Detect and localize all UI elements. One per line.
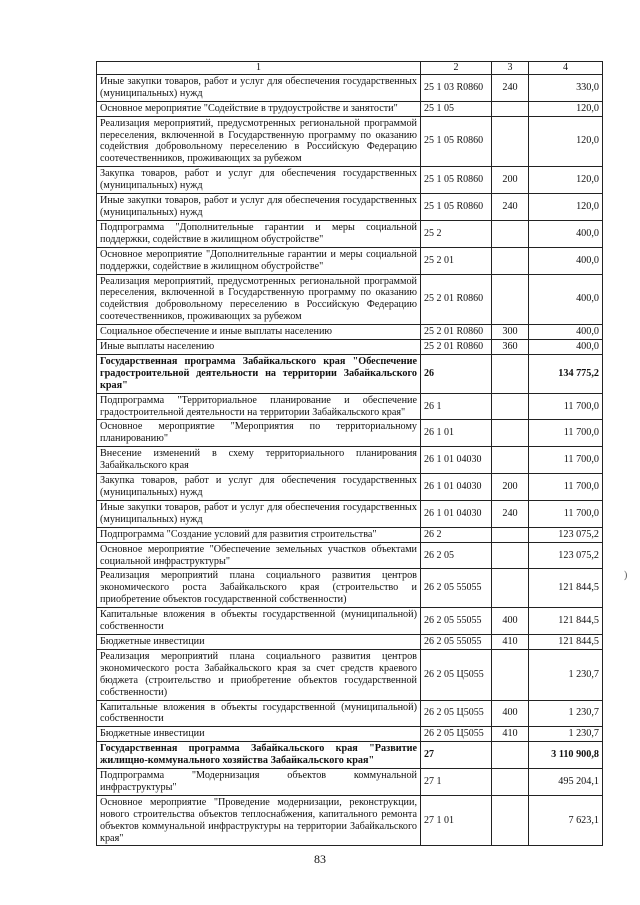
- table-row: [97, 742, 603, 769]
- row-name-cell: Основное мероприятие "Содействие в трудоустройстве и занятости": [97, 101, 421, 116]
- row-amount-cell: 1 230,7: [529, 727, 603, 742]
- row-expense-type-cell: [492, 527, 529, 542]
- row-code-cell: 27: [421, 742, 492, 769]
- row-expense-type-cell: [492, 447, 529, 474]
- row-code-cell: 27 1 01: [421, 795, 492, 846]
- row-amount-cell: 3 110 900,8: [529, 742, 603, 769]
- row-code-cell: 25 2 01 R0860: [421, 340, 492, 355]
- row-name-cell: Государственная программа Забайкальского края "Развитие жилищно-коммунального хозяйства Забайкальского края": [97, 742, 421, 769]
- table-row: [97, 795, 603, 846]
- row-expense-type-cell: 240: [492, 74, 529, 101]
- row-amount-cell: 134 775,2: [529, 354, 603, 393]
- header-col-2: 2: [421, 62, 492, 75]
- row-amount-cell: 400,0: [529, 220, 603, 247]
- row-expense-type-cell: [492, 393, 529, 420]
- row-amount-cell: 11 700,0: [529, 474, 603, 501]
- row-expense-type-cell: [492, 274, 529, 325]
- row-name-cell: Иные закупки товаров, работ и услуг для обеспечения государственных (муниципальных) нужд: [97, 194, 421, 221]
- row-code-cell: 26 2 05: [421, 542, 492, 569]
- row-code-cell: 26 1 01 04030: [421, 474, 492, 501]
- row-name-cell: Бюджетные инвестиции: [97, 634, 421, 649]
- row-expense-type-cell: [492, 247, 529, 274]
- row-amount-cell: 121 844,5: [529, 634, 603, 649]
- table-row: [97, 116, 603, 167]
- row-expense-type-cell: 410: [492, 634, 529, 649]
- row-amount-cell: 120,0: [529, 167, 603, 194]
- row-expense-type-cell: [492, 742, 529, 769]
- header-col-4: 4: [529, 62, 603, 75]
- row-name-cell: Бюджетные инвестиции: [97, 727, 421, 742]
- row-code-cell: 26 2 05 Ц5055: [421, 727, 492, 742]
- table-row: [97, 167, 603, 194]
- row-name-cell: Внесение изменений в схему территориального планирования Забайкальского края: [97, 447, 421, 474]
- row-name-cell: Иные закупки товаров, работ и услуг для обеспечения государственных (муниципальных) нужд: [97, 500, 421, 527]
- row-amount-cell: 120,0: [529, 116, 603, 167]
- row-name-cell: Подпрограмма "Дополнительные гарантии и меры социальной поддержки, содействие в жилищном обустройстве": [97, 220, 421, 247]
- row-name-cell: Капитальные вложения в объекты государственной (муниципальной) собственности: [97, 700, 421, 727]
- row-expense-type-cell: 240: [492, 500, 529, 527]
- row-amount-cell: 330,0: [529, 74, 603, 101]
- row-expense-type-cell: [492, 649, 529, 700]
- row-code-cell: 25 2 01 R0860: [421, 274, 492, 325]
- row-name-cell: Капитальные вложения в объекты государственной (муниципальной) собственности: [97, 608, 421, 635]
- row-name-cell: Основное мероприятие "Мероприятия по территориальному планированию": [97, 420, 421, 447]
- row-expense-type-cell: [492, 116, 529, 167]
- table-row: [97, 500, 603, 527]
- row-amount-cell: 11 700,0: [529, 500, 603, 527]
- row-amount-cell: 400,0: [529, 247, 603, 274]
- row-code-cell: 26 2 05 55055: [421, 569, 492, 608]
- row-name-cell: Подпрограмма "Модернизация объектов коммунальной инфраструктуры": [97, 769, 421, 796]
- row-code-cell: 25 2: [421, 220, 492, 247]
- row-name-cell: Основное мероприятие "Проведение модернизации, реконструкции, нового строительства объектов теплоснабжения, капитального ремонта объектов коммунальной инфраструктуры на территории Забайкальского края": [97, 795, 421, 846]
- row-code-cell: 25 2 01 R0860: [421, 325, 492, 340]
- row-expense-type-cell: 300: [492, 325, 529, 340]
- row-name-cell: Закупка товаров, работ и услуг для обеспечения государственных (муниципальных) нужд: [97, 167, 421, 194]
- row-amount-cell: 123 075,2: [529, 542, 603, 569]
- row-code-cell: 25 1 05 R0860: [421, 116, 492, 167]
- table-row: [97, 527, 603, 542]
- table-row: [97, 325, 603, 340]
- row-code-cell: 26 2 05 Ц5055: [421, 649, 492, 700]
- row-expense-type-cell: [492, 101, 529, 116]
- row-code-cell: 26 1 01 04030: [421, 447, 492, 474]
- row-amount-cell: 120,0: [529, 101, 603, 116]
- row-amount-cell: 120,0: [529, 194, 603, 221]
- table-row: [97, 101, 603, 116]
- row-name-cell: Иные выплаты населению: [97, 340, 421, 355]
- row-expense-type-cell: [492, 354, 529, 393]
- table-row: [97, 194, 603, 221]
- row-amount-cell: 11 700,0: [529, 447, 603, 474]
- row-name-cell: Реализация мероприятий, предусмотренных региональной программой переселения, включенной в Государственную программу по оказанию содействия добровольному переселению в Российскую Федерацию соотечественников, проживающих за рубежом: [97, 274, 421, 325]
- row-expense-type-cell: 360: [492, 340, 529, 355]
- row-expense-type-cell: 400: [492, 608, 529, 635]
- row-expense-type-cell: 240: [492, 194, 529, 221]
- table-row: [97, 420, 603, 447]
- table-body: [97, 62, 603, 846]
- row-code-cell: 26 2 05 55055: [421, 634, 492, 649]
- row-name-cell: Иные закупки товаров, работ и услуг для обеспечения государственных (муниципальных) нужд: [97, 74, 421, 101]
- row-name-cell: Социальное обеспечение и иные выплаты населению: [97, 325, 421, 340]
- row-expense-type-cell: 200: [492, 167, 529, 194]
- table-row: [97, 569, 603, 608]
- row-code-cell: 25 1 05: [421, 101, 492, 116]
- row-name-cell: Основное мероприятие "Дополнительные гарантии и меры социальной поддержки, содействие в жилищном обустройстве": [97, 247, 421, 274]
- table-row: [97, 649, 603, 700]
- row-name-cell: Закупка товаров, работ и услуг для обеспечения государственных (муниципальных) нужд: [97, 474, 421, 501]
- row-code-cell: 26 2: [421, 527, 492, 542]
- table-header-row: [97, 62, 603, 75]
- row-code-cell: 25 1 05 R0860: [421, 194, 492, 221]
- row-code-cell: 25 1 03 R0860: [421, 74, 492, 101]
- row-amount-cell: 495 204,1: [529, 769, 603, 796]
- row-name-cell: Реализация мероприятий, предусмотренных региональной программой переселения, включенной в Государственную программу по оказанию содействия добровольному переселению в Российскую Федерацию соотечественников, проживающих за рубежом: [97, 116, 421, 167]
- table-row: [97, 274, 603, 325]
- row-name-cell: Реализация мероприятий плана социального развития центров экономического роста Забайкальского края за счет средств краевого бюджета (строительство и приобретение объектов государственной собственности): [97, 649, 421, 700]
- table-row: [97, 247, 603, 274]
- row-expense-type-cell: [492, 420, 529, 447]
- table-row: [97, 769, 603, 796]
- table-row: [97, 393, 603, 420]
- table-row: [97, 608, 603, 635]
- table-row: [97, 220, 603, 247]
- row-code-cell: 26: [421, 354, 492, 393]
- row-expense-type-cell: [492, 542, 529, 569]
- row-amount-cell: 11 700,0: [529, 393, 603, 420]
- row-expense-type-cell: 410: [492, 727, 529, 742]
- table-row: [97, 354, 603, 393]
- budget-table: [96, 61, 603, 846]
- row-amount-cell: 400,0: [529, 274, 603, 325]
- row-expense-type-cell: [492, 569, 529, 608]
- row-expense-type-cell: 200: [492, 474, 529, 501]
- row-code-cell: 25 1 05 R0860: [421, 167, 492, 194]
- table-row: [97, 74, 603, 101]
- row-code-cell: 26 2 05 Ц5055: [421, 700, 492, 727]
- table-row: [97, 340, 603, 355]
- row-code-cell: 27 1: [421, 769, 492, 796]
- row-code-cell: 25 2 01: [421, 247, 492, 274]
- row-expense-type-cell: 400: [492, 700, 529, 727]
- row-amount-cell: 11 700,0: [529, 420, 603, 447]
- row-amount-cell: 121 844,5: [529, 608, 603, 635]
- header-col-1: 1: [97, 62, 421, 75]
- row-name-cell: Реализация мероприятий плана социального развития центров экономического роста Забайкальского края (строительство и приобретение объектов государственной собственности): [97, 569, 421, 608]
- row-expense-type-cell: [492, 769, 529, 796]
- row-amount-cell: 121 844,5: [529, 569, 603, 608]
- margin-mark: ): [624, 570, 628, 581]
- row-code-cell: 26 2 05 55055: [421, 608, 492, 635]
- row-code-cell: 26 1: [421, 393, 492, 420]
- row-name-cell: Основное мероприятие "Обеспечение земельных участков объектами социальной инфраструктуры": [97, 542, 421, 569]
- row-expense-type-cell: [492, 220, 529, 247]
- table-row: [97, 700, 603, 727]
- row-name-cell: Государственная программа Забайкальского края "Обеспечение градостроительной деятельности на территории Забайкальского края": [97, 354, 421, 393]
- document-page: [96, 61, 602, 846]
- header-col-3: 3: [492, 62, 529, 75]
- table-row: [97, 474, 603, 501]
- row-code-cell: 26 1 01 04030: [421, 500, 492, 527]
- row-amount-cell: 7 623,1: [529, 795, 603, 846]
- row-amount-cell: 1 230,7: [529, 700, 603, 727]
- table-row: [97, 727, 603, 742]
- row-amount-cell: 1 230,7: [529, 649, 603, 700]
- row-amount-cell: 400,0: [529, 340, 603, 355]
- row-expense-type-cell: [492, 795, 529, 846]
- table-row: [97, 447, 603, 474]
- row-code-cell: 26 1 01: [421, 420, 492, 447]
- table-row: [97, 542, 603, 569]
- table-row: [97, 634, 603, 649]
- row-amount-cell: 123 075,2: [529, 527, 603, 542]
- row-name-cell: Подпрограмма "Территориальное планирование и обеспечение градостроительной деятельности на территории Забайкальского края": [97, 393, 421, 420]
- row-amount-cell: 400,0: [529, 325, 603, 340]
- page-number: 83: [314, 852, 326, 866]
- row-name-cell: Подпрограмма "Создание условий для развития строительства": [97, 527, 421, 542]
